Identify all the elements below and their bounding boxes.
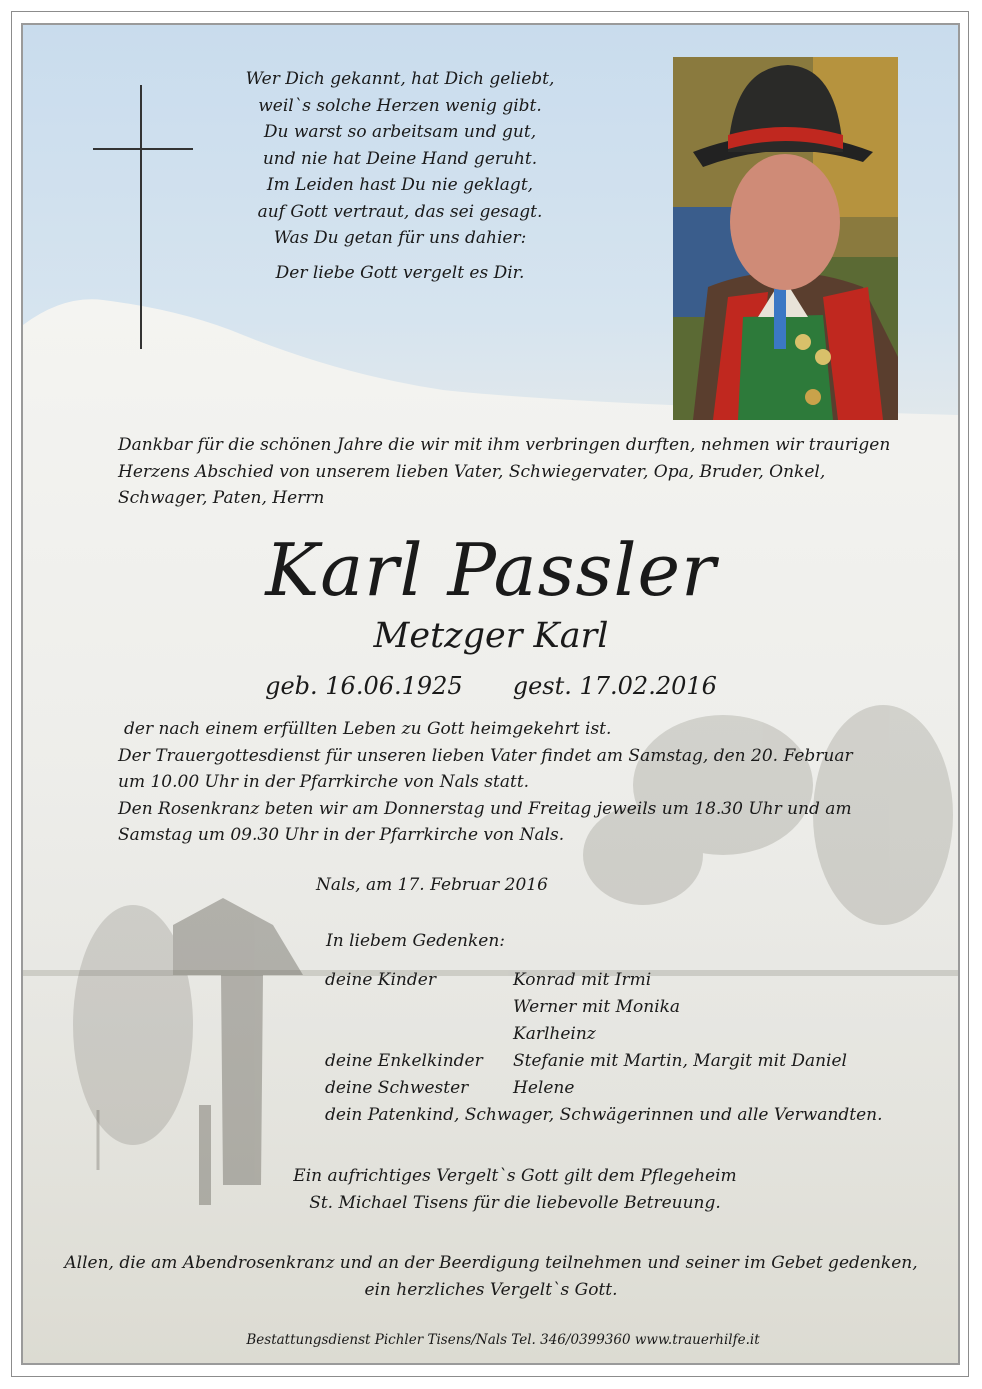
- thanks-line: St. Michael Tisens für die liebevolle Betreuung.: [309, 1192, 721, 1213]
- poem-line: Du warst so arbeitsam und gut,: [263, 122, 537, 142]
- service-line: Den Rosenkranz beten wir am Donnerstag und Freitag jeweils um 18.30 Uhr und am: [118, 798, 852, 819]
- relative-name: Helene: [513, 1078, 575, 1098]
- poem: [200, 66, 600, 286]
- poem-final-line: Der liebe Gott vergelt es Dir.: [275, 262, 525, 283]
- cross-horizontal-icon: [93, 148, 193, 150]
- portrait-photo: [673, 57, 898, 420]
- closing-line: ein herzliches Vergelt`s Gott.: [364, 1279, 618, 1300]
- relatives-others: dein Patenkind, Schwager, Schwägerinnen und alle Verwandten.: [325, 1105, 883, 1125]
- memory-heading: In liebem Gedenken:: [326, 931, 506, 951]
- cross-vertical-icon: [140, 85, 142, 349]
- relation-label: deine Kinder: [325, 970, 436, 990]
- relation-label: deine Enkelkinder: [325, 1051, 483, 1071]
- poem-line: Im Leiden hast Du nie geklagt,: [266, 175, 534, 195]
- funeral-service-footer: Bestattungsdienst Pichler Tisens/Nals Tel. 346/0399360 www.trauerhilfe.it: [246, 1332, 760, 1348]
- life-dates: [0, 669, 982, 703]
- relative-name: Stefanie mit Martin, Margit mit Daniel: [513, 1051, 847, 1071]
- relation-label: deine Schwester: [325, 1078, 469, 1098]
- poem-line: Wer Dich gekannt, hat Dich geliebt,: [245, 69, 555, 89]
- poem-line: Was Du getan für uns dahier:: [273, 228, 527, 248]
- place-date: Nals, am 17. Februar 2016: [316, 875, 548, 895]
- service-text: [118, 716, 918, 849]
- relative-name: Konrad mit Irmi: [513, 970, 652, 990]
- poem-line: und nie hat Deine Hand geruht.: [262, 148, 538, 169]
- intro-text: [118, 432, 918, 512]
- closing-thanks: [0, 1250, 982, 1303]
- poem-line: auf Gott vertraut, das sei gesagt.: [257, 201, 543, 222]
- closing-line: Allen, die am Abendrosenkranz und an der Beerdigung teilnehmen und seiner im Gebet gedenken,: [64, 1253, 918, 1273]
- service-line: Der Trauergottesdienst für unseren lieben Vater findet am Samstag, den 20. Februar: [118, 745, 853, 766]
- poem-line: weil`s solche Herzen wenig gibt.: [258, 95, 542, 116]
- care-thanks: [0, 1163, 982, 1216]
- service-line: der nach einem erfüllten Leben zu Gott heimgekehrt ist.: [124, 719, 612, 739]
- relative-name: Werner mit Monika: [513, 997, 681, 1017]
- birth-date: geb. 16.06.1925: [265, 672, 463, 700]
- poem-gap: [200, 252, 600, 260]
- relative-name: Karlheinz: [513, 1024, 596, 1044]
- intro-line: Schwager, Paten, Herrn: [118, 488, 325, 508]
- service-line: Samstag um 09.30 Uhr in der Pfarrkirche von Nals.: [118, 825, 565, 845]
- intro-line: Herzens Abschied von unserem lieben Vater, Schwiegervater, Opa, Bruder, Onkel,: [118, 461, 826, 482]
- deceased-name: Karl Passler: [265, 528, 717, 612]
- deceased-nickname: Metzger Karl: [373, 616, 609, 656]
- death-date: gest. 17.02.2016: [512, 672, 717, 700]
- thanks-line: Ein aufrichtiges Vergelt`s Gott gilt dem Pflegeheim: [293, 1166, 737, 1186]
- service-line: um 10.00 Uhr in der Pfarrkirche von Nals statt.: [118, 772, 530, 792]
- intro-line: Dankbar für die schönen Jahre die wir mit ihm verbringen durften, nehmen wir traurigen: [118, 435, 891, 455]
